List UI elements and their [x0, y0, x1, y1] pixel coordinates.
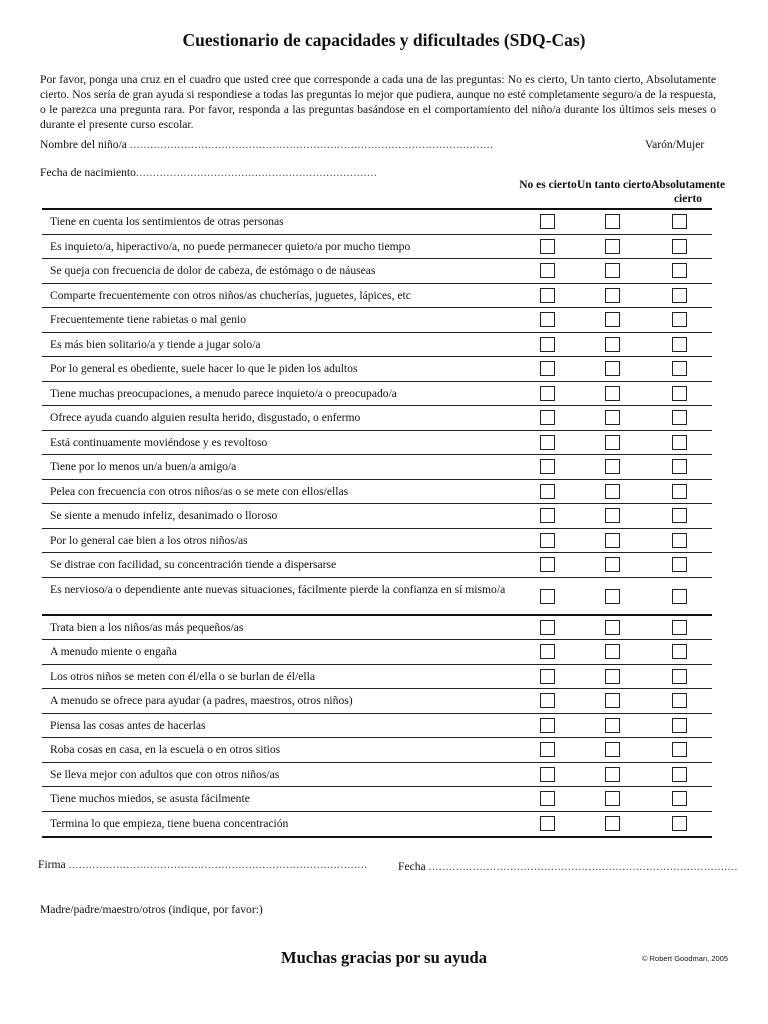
question-text: Los otros niños se meten con él/ella o se burlan de él/ella: [50, 669, 315, 683]
question-row: [42, 235, 712, 260]
checkbox-no-es-cierto[interactable]: [540, 410, 555, 425]
checkbox-no-es-cierto[interactable]: [540, 718, 555, 733]
question-row: [42, 284, 712, 309]
question-row: [42, 714, 712, 739]
question-row: [42, 640, 712, 665]
checkbox-no-es-cierto[interactable]: [540, 693, 555, 708]
checkbox-absolutamente-cierto[interactable]: [672, 557, 687, 572]
checkbox-un-tanto-cierto[interactable]: [605, 693, 620, 708]
checkbox-absolutamente-cierto[interactable]: [672, 644, 687, 659]
checkbox-absolutamente-cierto[interactable]: [672, 791, 687, 806]
checkbox-absolutamente-cierto[interactable]: [672, 410, 687, 425]
page-title: Cuestionario de capacidades y dificultades (SDQ-Cas): [182, 30, 586, 50]
checkbox-un-tanto-cierto[interactable]: [605, 742, 620, 757]
question-row: [42, 333, 712, 358]
question-row: [42, 455, 712, 480]
checkbox-no-es-cierto[interactable]: [540, 361, 555, 376]
checkbox-no-es-cierto[interactable]: [540, 459, 555, 474]
checkbox-un-tanto-cierto[interactable]: [605, 435, 620, 450]
checkbox-un-tanto-cierto[interactable]: [605, 508, 620, 523]
date-field[interactable]: [398, 860, 738, 873]
child-name-field[interactable]: [40, 138, 493, 151]
question-text: Tiene por lo menos un/a buen/a amigo/a: [50, 460, 237, 473]
question-text: Se distrae con facilidad, su concentración tiende a dispersarse: [50, 558, 337, 571]
question-text: Se lleva mejor con adultos que con otros niños/as: [50, 767, 280, 781]
column-header-un-tanto-cierto: Un tanto cierto: [576, 179, 652, 191]
checkbox-un-tanto-cierto[interactable]: [605, 459, 620, 474]
signature-label: Firma: [38, 858, 66, 871]
checkbox-un-tanto-cierto[interactable]: [605, 589, 620, 604]
questions-table: [42, 208, 712, 838]
question-row: [42, 738, 712, 763]
checkbox-absolutamente-cierto[interactable]: [672, 620, 687, 635]
relationship-field[interactable]: Madre/padre/maestro/otros (indique, por favor:): [40, 903, 263, 916]
question-text: Se siente a menudo infeliz, desanimado o lloroso: [50, 509, 278, 522]
question-row: [42, 480, 712, 505]
checkbox-absolutamente-cierto[interactable]: [672, 767, 687, 782]
question-text: Frecuentemente tiene rabietas o mal genio: [50, 313, 247, 326]
question-text: Pelea con frecuencia con otros niños/as o se mete con ellos/ellas: [50, 484, 349, 498]
child-name-label: Nombre del niño/a: [40, 138, 127, 151]
thanks-message: Muchas gracias por su ayuda: [281, 948, 487, 967]
checkbox-un-tanto-cierto[interactable]: [605, 263, 620, 278]
birth-date-label: Fecha de nacimiento: [40, 166, 136, 179]
checkbox-no-es-cierto[interactable]: [540, 435, 555, 450]
column-header-absolutamente-cierto: Absolutamente cierto: [650, 179, 726, 205]
checkbox-absolutamente-cierto[interactable]: [672, 459, 687, 474]
checkbox-un-tanto-cierto[interactable]: [605, 361, 620, 376]
checkbox-un-tanto-cierto[interactable]: [605, 767, 620, 782]
checkbox-no-es-cierto[interactable]: [540, 263, 555, 278]
question-row: [42, 382, 712, 407]
checkbox-no-es-cierto[interactable]: [540, 791, 555, 806]
question-text: Está continuamente moviéndose y es revoltoso: [50, 435, 268, 449]
question-text: Es nervioso/a o dependiente ante nuevas situaciones, fácilmente pierde la confianza en sí mismo/a: [50, 582, 506, 596]
checkbox-no-es-cierto[interactable]: [540, 533, 555, 548]
birth-date-dotted-line: .......................................................................: [135, 166, 378, 179]
signature-field[interactable]: [38, 858, 368, 871]
signature-dotted-line: ........................................................................................: [68, 858, 368, 871]
checkbox-absolutamente-cierto[interactable]: [672, 533, 687, 548]
checkbox-no-es-cierto[interactable]: [540, 239, 555, 254]
checkbox-no-es-cierto[interactable]: [540, 386, 555, 401]
checkbox-un-tanto-cierto[interactable]: [605, 410, 620, 425]
question-text: Es inquieto/a, hiperactivo/a, no puede permanecer quieto/a por mucho tiempo: [50, 239, 411, 253]
checkbox-un-tanto-cierto[interactable]: [605, 816, 620, 831]
checkbox-un-tanto-cierto[interactable]: [605, 669, 620, 684]
checkbox-un-tanto-cierto[interactable]: [605, 791, 620, 806]
question-row: [42, 259, 712, 284]
question-row: [42, 357, 712, 382]
checkbox-no-es-cierto[interactable]: [540, 337, 555, 352]
question-text: Es más bien solitario/a y tiende a jugar solo/a: [50, 337, 261, 351]
question-text: A menudo se ofrece para ayudar (a padres, maestros, otros niños): [50, 694, 353, 707]
checkbox-absolutamente-cierto[interactable]: [672, 816, 687, 831]
question-row: [42, 812, 712, 837]
child-name-dotted-line: ...........................................................................................................: [129, 138, 494, 151]
checkbox-no-es-cierto[interactable]: [540, 816, 555, 831]
checkbox-absolutamente-cierto[interactable]: [672, 669, 687, 684]
question-row: [42, 529, 712, 554]
checkbox-absolutamente-cierto[interactable]: [672, 361, 687, 376]
question-text: Se queja con frecuencia de dolor de cabeza, de estómago o de náuseas: [50, 264, 376, 277]
checkbox-no-es-cierto[interactable]: [540, 767, 555, 782]
checkbox-un-tanto-cierto[interactable]: [605, 337, 620, 352]
question-text: Comparte frecuentemente con otros niños/as chucherías, juguetes, lápices, etc: [50, 288, 411, 302]
question-text: Piensa las cosas antes de hacerlas: [50, 718, 206, 732]
question-row: [42, 689, 712, 714]
checkbox-absolutamente-cierto[interactable]: [672, 742, 687, 757]
question-row: [42, 210, 712, 235]
checkbox-un-tanto-cierto[interactable]: [605, 620, 620, 635]
question-text: Por lo general cae bien a los otros niños/as: [50, 533, 248, 547]
checkbox-absolutamente-cierto[interactable]: [672, 693, 687, 708]
question-row: [42, 665, 712, 690]
checkbox-absolutamente-cierto[interactable]: [672, 214, 687, 229]
instructions-paragraph: Por favor, ponga una cruz en el cuadro que usted cree que corresponde a cada una de las preguntas: No es cierto, Un tanto cierto, Absolutamente cierto. Nos sería de gran ayuda si respondiese a todas las preguntas lo mejor que pudiera, aunque no esté completamente seguro/a de la respuesta, o le parezca una pregunta rara. Por favor, responda a las preguntas basándose en el comportamiento del niño/a durante los últimos seis meses o durante el presente curso escolar.: [40, 73, 716, 131]
question-text: Trata bien a los niños/as más pequeños/as: [50, 620, 244, 634]
question-text: Tiene en cuenta los sentimientos de otras personas: [50, 215, 284, 228]
checkbox-un-tanto-cierto[interactable]: [605, 644, 620, 659]
checkbox-absolutamente-cierto[interactable]: [672, 508, 687, 523]
question-text: Roba cosas en casa, en la escuela o en otros sitios: [50, 743, 281, 756]
question-row: [42, 504, 712, 529]
checkbox-absolutamente-cierto[interactable]: [672, 337, 687, 352]
sex-label: Varón/Mujer: [645, 138, 705, 151]
checkbox-no-es-cierto[interactable]: [540, 620, 555, 635]
checkbox-no-es-cierto[interactable]: [540, 589, 555, 604]
checkbox-absolutamente-cierto[interactable]: [672, 484, 687, 499]
question-text: Por lo general es obediente, suele hacer lo que le piden los adultos: [50, 362, 358, 375]
question-row: [42, 553, 712, 578]
birth-date-field[interactable]: [40, 166, 377, 179]
question-row: [42, 616, 712, 641]
checkbox-absolutamente-cierto[interactable]: [672, 312, 687, 327]
checkbox-un-tanto-cierto[interactable]: [605, 288, 620, 303]
question-row: [42, 787, 712, 812]
checkbox-absolutamente-cierto[interactable]: [672, 386, 687, 401]
checkbox-un-tanto-cierto[interactable]: [605, 484, 620, 499]
checkbox-un-tanto-cierto[interactable]: [605, 239, 620, 254]
question-text: Tiene muchos miedos, se asusta fácilmente: [50, 792, 250, 805]
checkbox-absolutamente-cierto[interactable]: [672, 263, 687, 278]
question-row: [42, 431, 712, 456]
question-row: [42, 578, 712, 616]
checkbox-no-es-cierto[interactable]: [540, 644, 555, 659]
checkbox-un-tanto-cierto[interactable]: [605, 533, 620, 548]
checkbox-un-tanto-cierto[interactable]: [605, 386, 620, 401]
question-row: [42, 763, 712, 788]
question-text: Termina lo que empieza, tiene buena concentración: [50, 816, 289, 830]
checkbox-no-es-cierto[interactable]: [540, 669, 555, 684]
date-label: Fecha: [398, 860, 426, 873]
column-header-no-es-cierto: No es cierto: [519, 179, 577, 191]
checkbox-un-tanto-cierto[interactable]: [605, 718, 620, 733]
checkbox-un-tanto-cierto[interactable]: [605, 557, 620, 572]
question-text: Tiene muchas preocupaciones, a menudo parece inquieto/a o preocupado/a: [50, 386, 397, 400]
copyright-notice: © Robert Goodman, 2005: [642, 954, 728, 963]
checkbox-no-es-cierto[interactable]: [540, 557, 555, 572]
question-text: Ofrece ayuda cuando alguien resulta herido, disgustado, o enfermo: [50, 411, 361, 424]
checkbox-no-es-cierto[interactable]: [540, 742, 555, 757]
checkbox-no-es-cierto[interactable]: [540, 484, 555, 499]
question-row: [42, 308, 712, 333]
checkbox-absolutamente-cierto[interactable]: [672, 435, 687, 450]
checkbox-no-es-cierto[interactable]: [540, 312, 555, 327]
checkbox-un-tanto-cierto[interactable]: [605, 312, 620, 327]
checkbox-no-es-cierto[interactable]: [540, 288, 555, 303]
checkbox-absolutamente-cierto[interactable]: [672, 718, 687, 733]
checkbox-no-es-cierto[interactable]: [540, 508, 555, 523]
checkbox-absolutamente-cierto[interactable]: [672, 239, 687, 254]
date-dotted-line: ...........................................................................................: [428, 860, 738, 873]
checkbox-absolutamente-cierto[interactable]: [672, 288, 687, 303]
checkbox-un-tanto-cierto[interactable]: [605, 214, 620, 229]
question-row: [42, 406, 712, 431]
checkbox-no-es-cierto[interactable]: [540, 214, 555, 229]
checkbox-absolutamente-cierto[interactable]: [672, 589, 687, 604]
question-text: A menudo miente o engaña: [50, 645, 177, 658]
